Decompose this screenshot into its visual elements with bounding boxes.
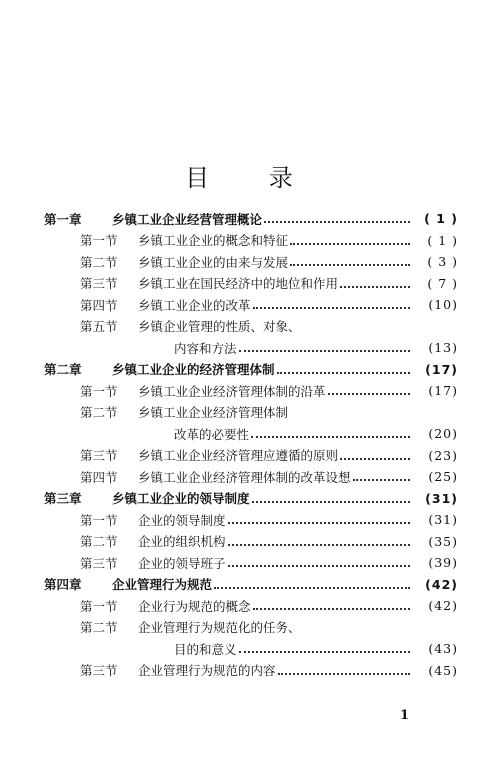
toc-page-ref: (23)	[428, 447, 458, 463]
page-number: 1	[400, 708, 410, 723]
dot-leader	[228, 543, 410, 546]
toc-page-ref: ( 1 )	[424, 211, 458, 227]
dot-leader	[353, 478, 410, 481]
toc-section-row	[44, 230, 458, 252]
toc-section-row	[44, 638, 458, 660]
toc-entry-title: 改革的必要性	[174, 426, 250, 442]
dot-leader	[253, 306, 410, 309]
dot-leader	[239, 349, 410, 352]
toc-entry-title: 乡镇企业管理的性质、对象、	[138, 319, 301, 335]
toc-entry-label: 第一章	[44, 211, 82, 227]
toc-entry-label: 第三节	[80, 448, 118, 464]
toc-entry-label: 第二节	[80, 534, 118, 550]
toc-entry-title: 乡镇工业企业经济管理应遵循的原则	[138, 448, 339, 464]
toc-page-ref: (13)	[428, 340, 458, 356]
toc-page-ref: (35)	[428, 533, 458, 549]
toc-entry-title: 乡镇工业企业经营管理概论	[112, 211, 263, 227]
dot-leader	[328, 392, 410, 395]
dot-leader	[228, 521, 410, 524]
toc-entry-label: 第三节	[80, 555, 118, 571]
toc-entry-title: 企业的组织机构	[138, 534, 226, 550]
toc-section-row	[44, 531, 458, 553]
toc-entry-title: 乡镇工业企业经济管理体制的改革设想	[138, 469, 351, 485]
toc-entry-label: 第三章	[44, 491, 82, 507]
toc-page-ref: ( 7 )	[427, 275, 458, 291]
toc-page-ref: (25)	[428, 469, 458, 485]
toc-section-row	[44, 660, 458, 682]
toc-section-row	[44, 595, 458, 617]
toc-entry-title: 企业的领导制度	[138, 512, 226, 528]
toc-section-row	[44, 466, 458, 488]
toc-page-ref: (42)	[428, 598, 458, 614]
toc-page-ref: (39)	[428, 555, 458, 571]
toc-section-row	[44, 552, 458, 574]
toc-entry-title: 乡镇工业企业的改革	[138, 297, 251, 313]
toc-entry-title: 乡镇工业企业的由来与发展	[138, 254, 289, 270]
dot-leader	[264, 220, 410, 223]
toc-entry-title: 企业管理行为规范的内容	[138, 663, 276, 679]
toc-entry-label: 第一节	[80, 512, 118, 528]
toc-entry-label: 第二节	[80, 254, 118, 270]
toc-entry-title: 企业管理行为规范	[112, 577, 213, 593]
dot-leader	[278, 672, 410, 675]
toc-page-ref: (43)	[428, 641, 458, 657]
toc-entry-label: 第五节	[80, 319, 118, 335]
toc-page-ref: (20)	[428, 426, 458, 442]
toc-entry-label: 第二节	[80, 620, 118, 636]
toc-entry-title: 乡镇工业企业经济管理体制	[138, 405, 289, 421]
toc-entry-label: 第四章	[44, 577, 82, 593]
toc-page-ref: (45)	[428, 662, 458, 678]
toc-section-row	[44, 617, 458, 639]
toc-entry-title: 目的和意义	[174, 641, 237, 657]
dot-leader	[251, 435, 410, 438]
toc-section-row	[44, 380, 458, 402]
dot-leader	[253, 607, 410, 610]
toc-section-row	[44, 402, 458, 424]
dot-leader	[228, 564, 410, 567]
dot-leader	[214, 586, 410, 589]
toc-page-ref: ( 3 )	[427, 254, 458, 270]
toc-entry-label: 第一节	[80, 598, 118, 614]
toc-entry-title: 乡镇工业企业的领导制度	[112, 491, 250, 507]
toc-entry-label: 第一节	[80, 383, 118, 399]
toc-section-row	[44, 337, 458, 359]
toc-section-row	[44, 251, 458, 273]
toc-section-row	[44, 294, 458, 316]
toc-page-ref: (10)	[428, 297, 458, 313]
toc-chapter-row	[44, 359, 458, 381]
toc-page-ref: (31)	[428, 512, 458, 528]
toc-section-row	[44, 316, 458, 338]
toc-section-row	[44, 445, 458, 467]
table-of-contents	[44, 208, 458, 681]
toc-section-row	[44, 273, 458, 295]
toc-chapter-row	[44, 208, 458, 230]
dot-leader	[239, 650, 410, 653]
toc-entry-title: 企业管理行为规范化的任务、	[138, 620, 301, 636]
dot-leader	[252, 500, 410, 503]
toc-section-row	[44, 423, 458, 445]
dot-leader	[340, 285, 410, 288]
toc-chapter-row	[44, 574, 458, 596]
dot-leader	[277, 371, 410, 374]
toc-entry-label: 第一节	[80, 233, 118, 249]
toc-entry-title: 乡镇工业企业的经济管理体制	[112, 362, 275, 378]
toc-entry-title: 企业的领导班子	[138, 555, 226, 571]
page-title: 目 录	[185, 164, 319, 192]
toc-page-ref: (17)	[425, 361, 458, 377]
toc-entry-label: 第四节	[80, 469, 118, 485]
toc-section-row	[44, 509, 458, 531]
toc-entry-label: 第三节	[80, 663, 118, 679]
toc-entry-title: 乡镇工业企业的概念和特征	[138, 233, 289, 249]
toc-entry-label: 第四节	[80, 297, 118, 313]
toc-page-ref: ( 1 )	[427, 232, 458, 248]
toc-entry-label: 第三节	[80, 276, 118, 292]
toc-entry-title: 内容和方法	[174, 340, 237, 356]
toc-entry-title: 企业行为规范的概念	[138, 598, 251, 614]
dot-leader	[290, 263, 410, 266]
toc-entry-label: 第二章	[44, 362, 82, 378]
dot-leader	[340, 457, 410, 460]
toc-page-ref: (42)	[425, 576, 458, 592]
toc-entry-label: 第二节	[80, 405, 118, 421]
toc-page-ref: (17)	[428, 383, 458, 399]
toc-entry-title: 乡镇工业企业经济管理体制的沿革	[138, 383, 326, 399]
toc-page-ref: (31)	[425, 490, 458, 506]
toc-chapter-row	[44, 488, 458, 510]
toc-entry-title: 乡镇工业在国民经济中的地位和作用	[138, 276, 339, 292]
dot-leader	[290, 242, 410, 245]
